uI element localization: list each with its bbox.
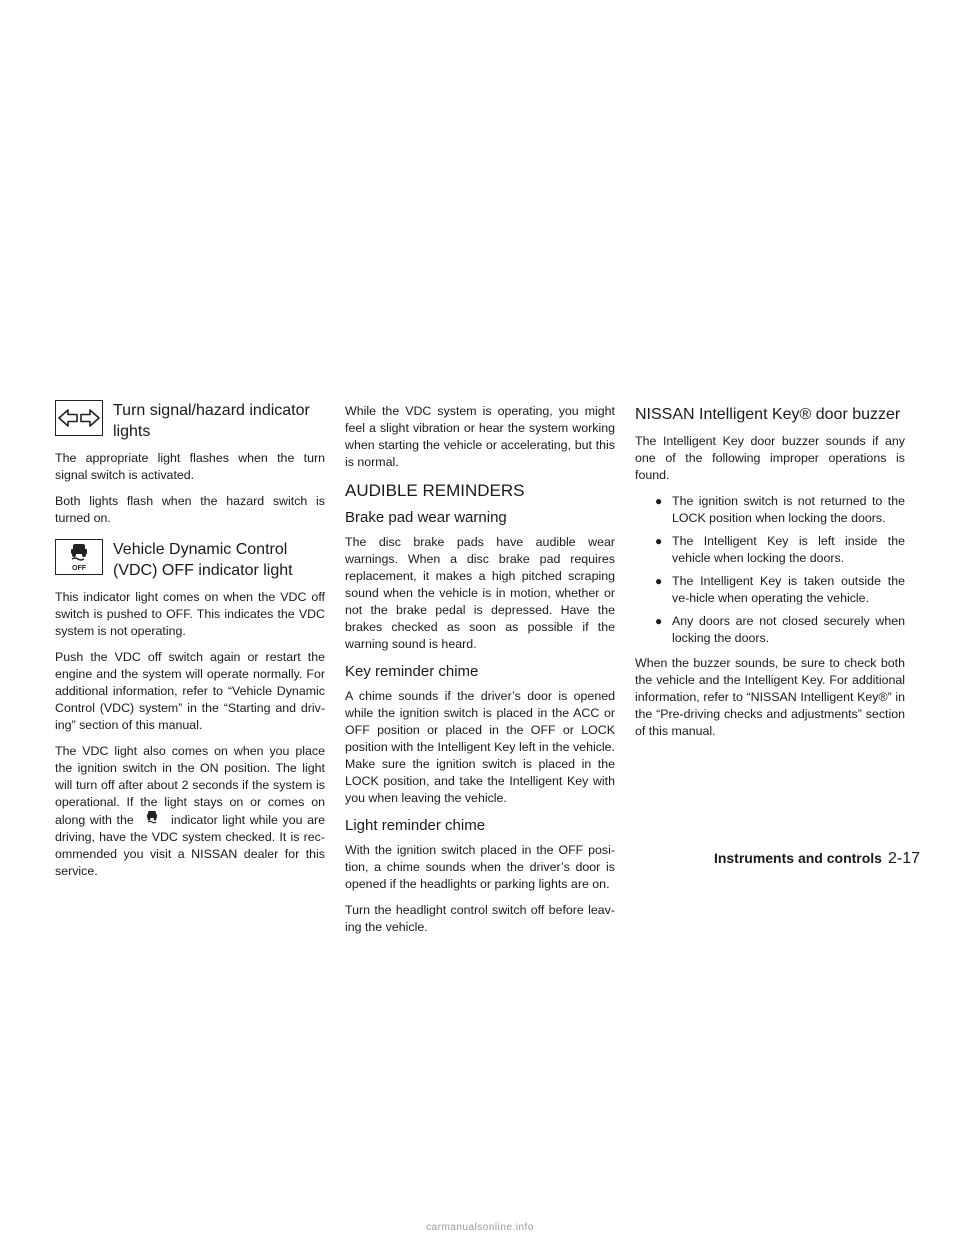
- door-buzzer-paragraph-2: When the buzzer sounds, be sure to check both the vehicle and the Intelligent Key. For additional information, refer to “NISSAN Intelligent Key®” in the “Pre-driving checks and adjustments” section of this manual.: [635, 656, 905, 738]
- key-reminder-heading: Key reminder chime: [345, 663, 479, 680]
- list-item: [635, 533, 905, 567]
- light-reminder-paragraph-2: Turn the headlight control switch off before leav-ing the vehicle.: [345, 903, 615, 934]
- page-footer: [680, 850, 920, 868]
- door-buzzer-list: [635, 493, 905, 647]
- watermark: carmanualsonline.info: [426, 1222, 534, 1233]
- turn-signal-icon: [55, 400, 103, 436]
- turn-signal-paragraph-1: The appropriate light flashes when the turn signal switch is activated.: [55, 451, 325, 482]
- slip-indicator-icon: [138, 811, 166, 825]
- turn-signal-heading-block: [55, 400, 325, 442]
- bullet-icon: ●: [655, 614, 663, 628]
- vdc-paragraph-3b: indicator light while you are driving, have the VDC system checked. It is rec-ommended you visit a NISSAN dealer for this service.: [55, 813, 325, 878]
- list-item: [635, 573, 905, 607]
- light-reminder-heading: Light reminder chime: [345, 817, 486, 834]
- bullet-icon: ●: [655, 494, 663, 508]
- list-item: [635, 613, 905, 647]
- column-1: [55, 400, 325, 889]
- door-buzzer-paragraph-1: The Intelligent Key door buzzer sounds if any one of the following improper operations is found.: [635, 434, 905, 482]
- list-item: [635, 493, 905, 527]
- turn-signal-paragraph-2: Both lights flash when the hazard switch is turned on.: [55, 494, 325, 525]
- brake-pad-paragraph: The disc brake pads have audible wear warnings. When a disc brake pad requires replacement, it makes a high pitched scraping sound when the vehicle is in motion, whether or not the brake pedal is depressed. Have the brakes checked as soon as possible if the warning sound is heard.: [345, 535, 615, 651]
- key-reminder-paragraph: A chime sounds if the driver’s door is opened while the ignition switch is placed in the ACC or OFF position or placed in the OFF or LOCK position with the Intelligent Key left in the vehicle. Make sure the ignition switch is placed in the LOCK position, and take the Intelligent Key with you when leaving the vehicle.: [345, 689, 615, 805]
- vdc-heading: Vehicle Dynamic Control (VDC) OFF indicator light: [113, 541, 293, 579]
- section-title: Instruments and controls: [713, 850, 882, 866]
- list-item-text: Any doors are not closed securely when locking the doors.: [672, 614, 905, 645]
- audible-reminders-heading: AUDIBLE REMINDERS: [345, 481, 525, 500]
- bullet-icon: ●: [655, 574, 663, 588]
- column-3: [635, 404, 905, 749]
- column-2: [345, 403, 615, 945]
- light-reminder-paragraph-1: With the ignition switch placed in the OFF posi-tion, a chime sounds when the driver’s door is opened if the headlights or parking lights are on.: [345, 843, 615, 891]
- list-item-text: The ignition switch is not returned to the LOCK position when locking the doors.: [672, 494, 905, 525]
- list-item-text: The Intelligent Key is taken outside the ve-hicle when operating the vehicle.: [672, 574, 905, 605]
- door-buzzer-heading: NISSAN Intelligent Key® door buzzer: [635, 406, 901, 423]
- vdc-paragraph-1: This indicator light comes on when the VDC off switch is pushed to OFF. This indicates the VDC system is not operating.: [55, 590, 325, 638]
- page-number: 2-17: [887, 850, 920, 867]
- brake-pad-heading: Brake pad wear warning: [345, 509, 507, 526]
- vdc-heading-block: [55, 539, 325, 581]
- list-item-text: The Intelligent Key is left inside the vehicle when locking the doors.: [672, 534, 905, 565]
- vdc-paragraph-3a: The VDC light also comes on when you place the ignition switch in the ON position. The light will turn off after about 2 seconds if the system is operational. If the light stays on or comes on along with the: [55, 744, 325, 827]
- bullet-icon: ●: [655, 534, 663, 548]
- vdc-paragraph-2: Push the VDC off switch again or restart the engine and the system will operate normally. For additional information, refer to “Vehicle Dynamic Control (VDC) system” in the “Starting and driv-ing” section of this manual.: [55, 650, 325, 732]
- vdc-paragraph-4: While the VDC system is operating, you might feel a slight vibration or hear the system working when starting the vehicle or accelerating, but this is normal.: [345, 404, 615, 469]
- vdc-off-icon-label: OFF: [72, 565, 86, 572]
- vdc-paragraph-3: [55, 743, 325, 880]
- turn-signal-heading: Turn signal/hazard indicator lights: [113, 402, 310, 440]
- vdc-off-icon: [55, 539, 103, 575]
